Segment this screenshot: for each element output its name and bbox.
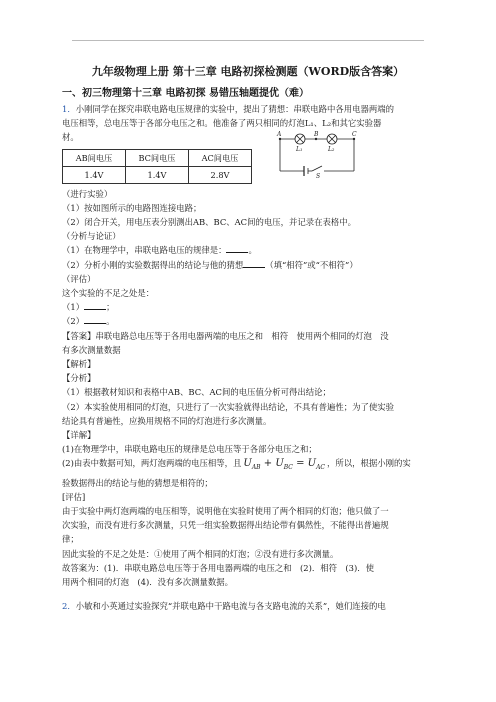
point-c-label: C <box>352 130 357 138</box>
question-1-stem-line: 电压相等，总电压等于各部分电压之和。他准备了两只相同的灯泡L₁、L₂和其它实验器 <box>62 118 382 129</box>
point-a-label: A <box>277 130 282 138</box>
evaluation-line: 因此实验的不足之处是：①使用了两个相同的灯泡；②没有进行多次测量。 <box>62 548 339 559</box>
voltage-table <box>62 149 252 184</box>
detail-line: (1)在物理学中，串联电路电压的规律是总电压等于各部分电压之和； <box>62 444 317 455</box>
analysis-line: （1）根据教材知识和表格中AB、BC、AC间的电压值分析可得出结论； <box>62 387 331 398</box>
detail-line: (2)由表中数据可知，两灯泡两端的电压相等，且 $U_{AB} + U_{BC} = U_{AC}$ ，所以，根据小刚的实 <box>62 458 411 472</box>
answer-blank[interactable] <box>226 243 248 253</box>
table-cell: 1.4V <box>126 166 189 183</box>
text-line: （2）分析小刚的实验数据得出的结论与他的猜想 （填“相符”或“不相符”） <box>62 259 358 270</box>
summary-line: 故答案为：(1)．串联电路总电压等于各用电器两端的电压之和 (2)．相符 (3)．使 <box>62 562 374 573</box>
text-line: （2） 。 <box>62 316 115 327</box>
table-cell: 1.4V <box>63 166 126 183</box>
table-cell: 2.8V <box>189 166 252 183</box>
answer-blank[interactable] <box>243 258 265 268</box>
text-line: 这个实验的不足之处是： <box>62 288 155 299</box>
analysis-line: （2）本实验使用相同的灯泡，只进行了一次实验就得出结论，不具有普遍性；为了使实验 <box>62 401 394 412</box>
question-number: 1． <box>62 104 76 114</box>
summary-line: 用两个相同的灯泡 (4)．没有多次测量数据。 <box>62 577 233 588</box>
analysis-line: 结论具有普遍性，应换用规格不同的灯泡进行多次测量。 <box>62 415 272 426</box>
document-title: 九年级物理上册 第十三章 电路初探检测题（WORD版含答案） <box>91 65 405 78</box>
table-header: BC间电压 <box>126 149 189 166</box>
fenxi-label: 【分析】 <box>62 373 96 384</box>
question-1-stem: 1．小刚同学在探究串联电路电压规律的实验中，提出了猜想：串联电路中各用电器两端的 <box>62 104 394 114</box>
answer-line: 有多次测量数据 <box>62 344 121 355</box>
lamp-l2-label: L₂ <box>328 145 335 153</box>
answer-line: 【答案】串联电路总电压等于各用电器两端的电压之和 相符 使用两个相同的灯泡 没 <box>62 330 389 341</box>
text-line: （1）按如图所示的电路图连接电路； <box>62 202 202 213</box>
evaluation-line: 由于实验中两灯泡两端的电压相等，说明他在实验时使用了两个相同的灯泡；他只做了一 <box>62 506 389 517</box>
lamp-l1-icon <box>295 134 305 144</box>
table-and-circuit <box>62 130 434 187</box>
detail-line: 验数据得出的结论与他的猜想是相符的； <box>62 477 213 488</box>
xiangjie-label: 【详解】 <box>62 430 96 441</box>
table-header: AC间电压 <box>189 149 252 166</box>
document-body <box>62 86 434 614</box>
pinggu-label: [评估] <box>62 491 86 502</box>
circuit-diagram <box>274 131 360 179</box>
answer-blank[interactable] <box>84 314 106 324</box>
table-row <box>63 149 252 166</box>
evaluation-line: 次实验，而没有进行多次测量，只凭一组实验数据得出结论带有偶然性，不能得出普遍规 <box>62 520 389 531</box>
text-line: （评估） <box>62 273 96 284</box>
jiexi-label: 【解析】 <box>62 359 96 370</box>
text-line: （1）在物理学中，串联电路电压的规律是： 。 <box>62 245 257 256</box>
text-line: （1） ； <box>62 302 115 313</box>
table-header: AB间电压 <box>63 149 126 166</box>
question-2-stem: 2．小敏和小英通过实验探究“并联电路中干路电流与各支路电流的关系”，她们连接的电 <box>62 601 386 612</box>
lamp-l2-icon <box>327 134 337 144</box>
question-1-stem-line: 材。 <box>62 132 79 143</box>
text-line: （分析与论证） <box>62 231 121 242</box>
evaluation-line: 律； <box>62 534 79 545</box>
lamp-l1-label: L₁ <box>296 145 303 153</box>
table-row <box>63 166 252 183</box>
text-line: （2）闭合开关，用电压表分别测出AB、BC、AC间的电压，并记录在表格中。 <box>62 217 356 228</box>
answer-blank[interactable] <box>84 300 106 310</box>
section-heading: 一、初三物理第十三章 电路初探 易错压轴题提优（难） <box>62 88 309 99</box>
voltage-equation: $U_{AB} + U_{BC} = U_{AC}$ <box>243 458 326 472</box>
switch-label: S <box>316 172 321 179</box>
question-number: 2． <box>62 601 76 612</box>
text-line: （进行实验） <box>62 188 113 199</box>
point-b-label: B <box>314 130 319 138</box>
header-rule <box>72 40 424 41</box>
